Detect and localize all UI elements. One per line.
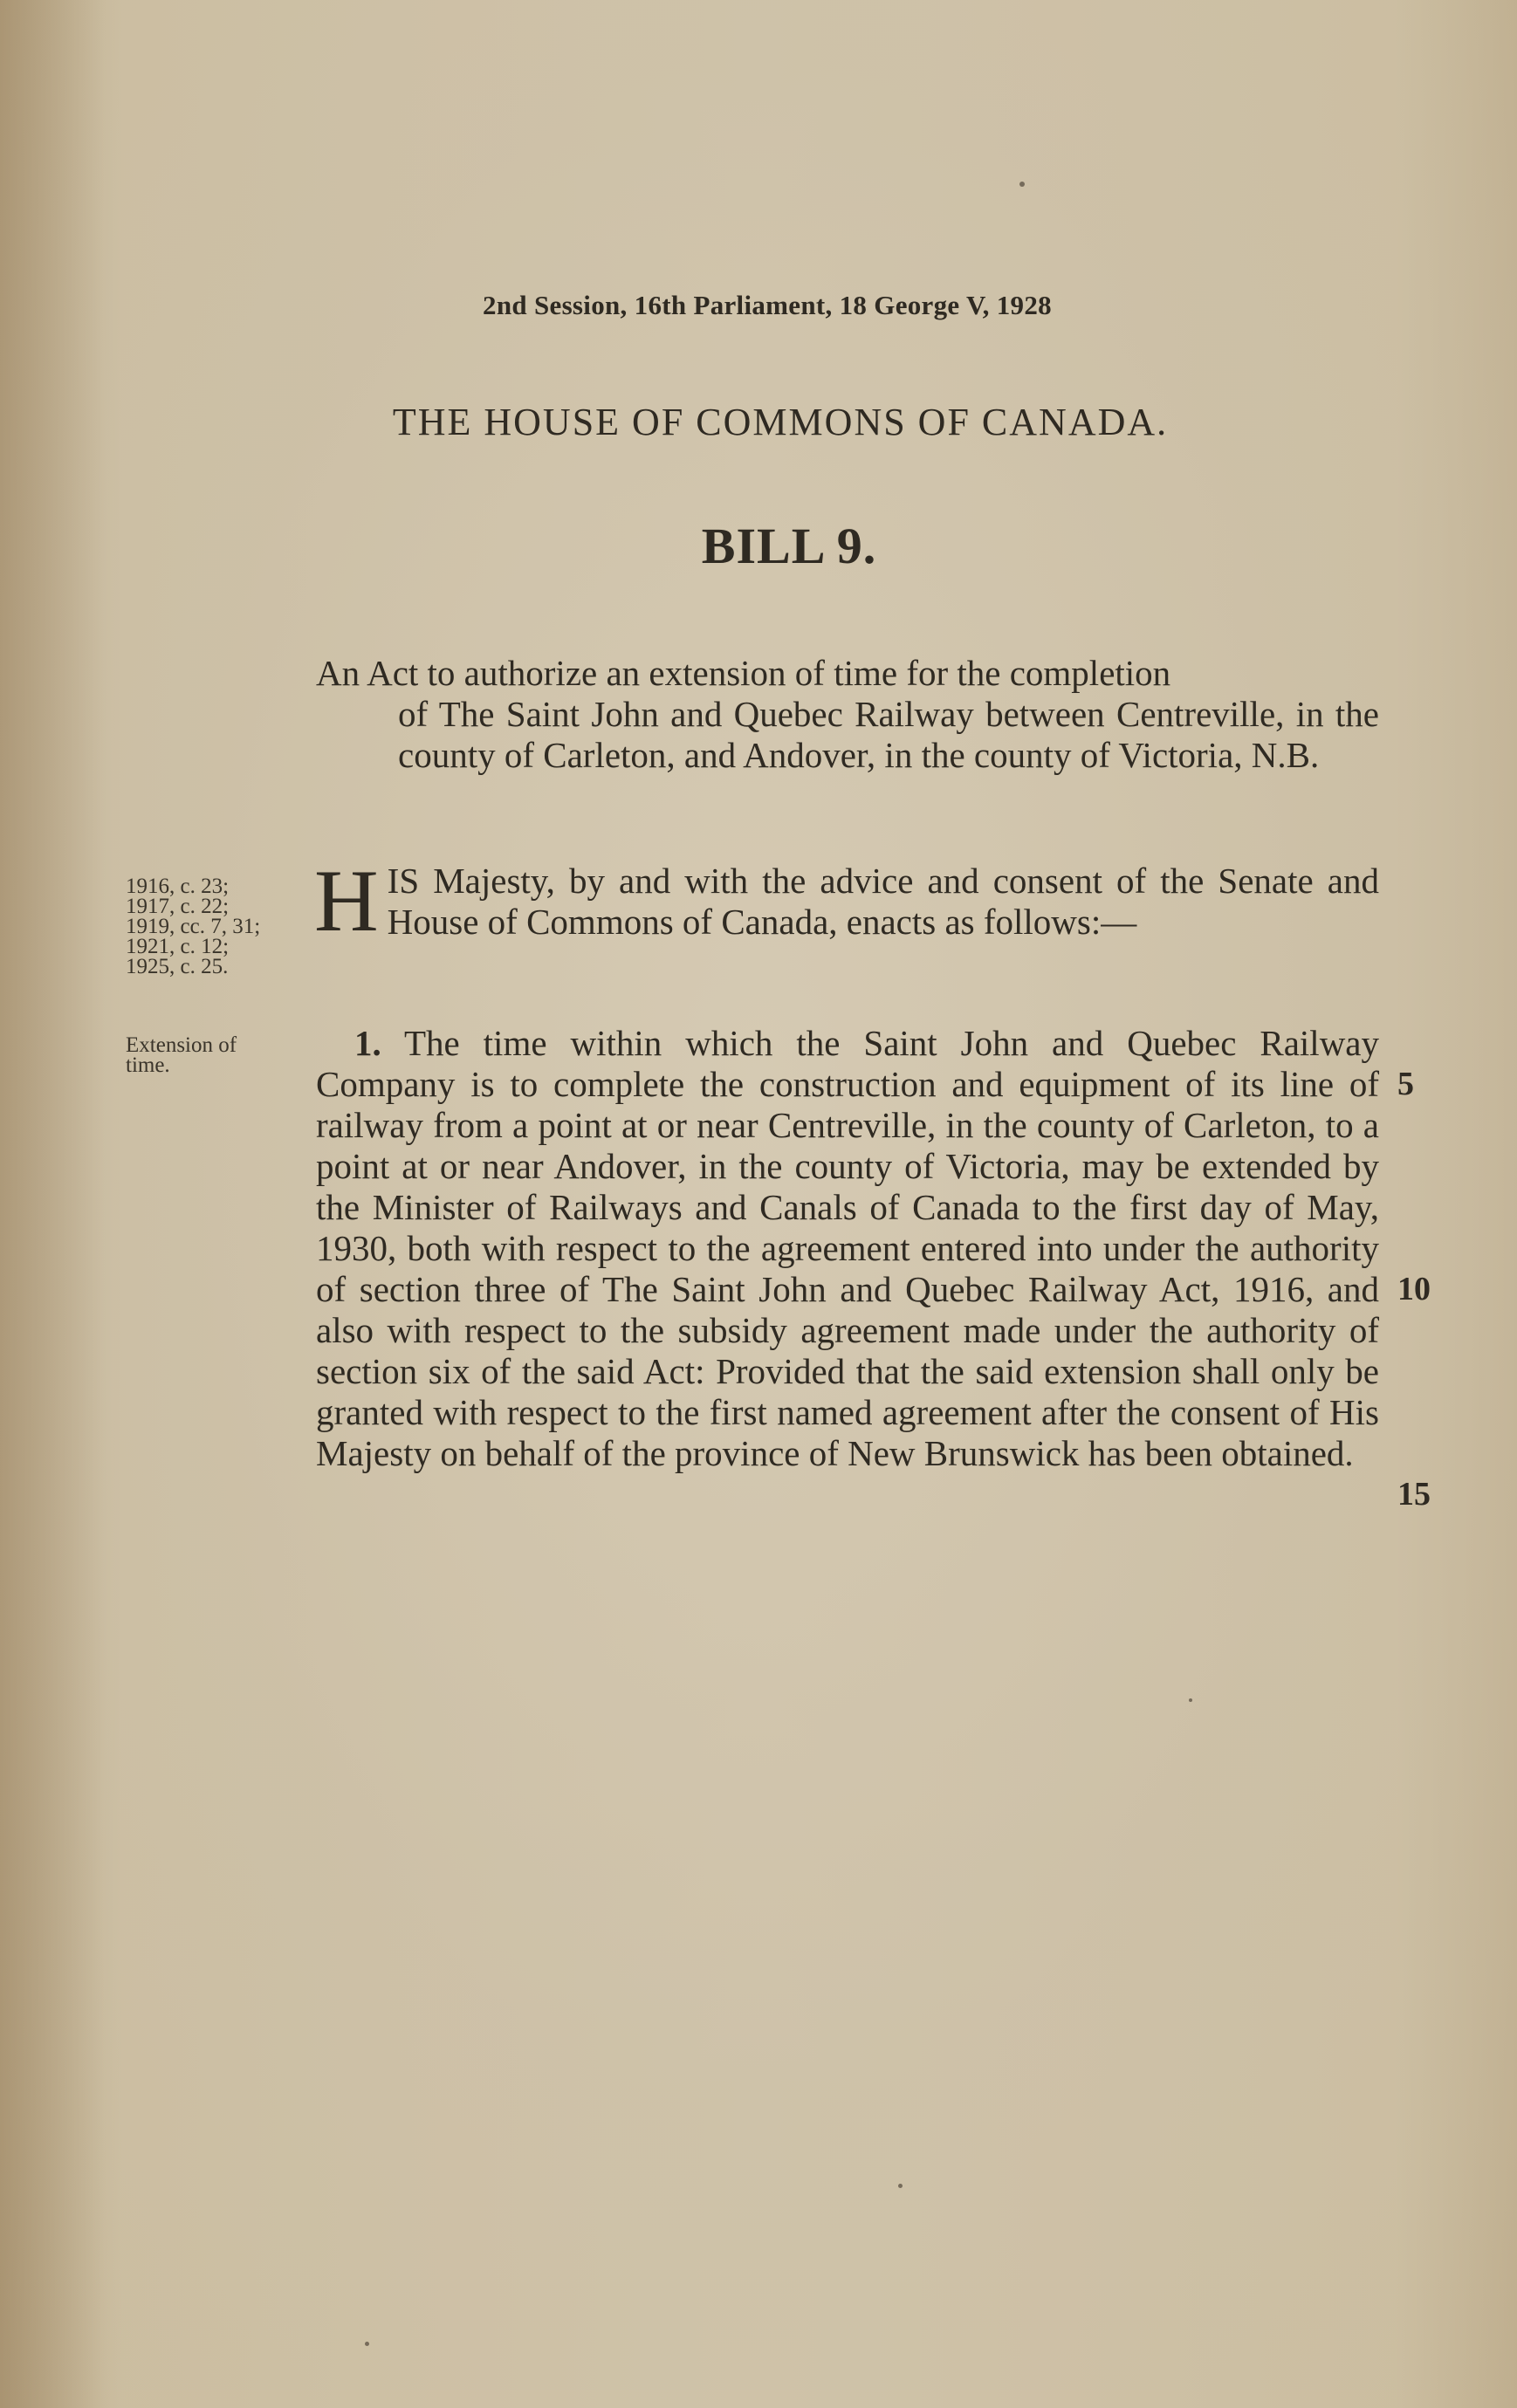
- line-number-10: 10: [1397, 1271, 1431, 1307]
- citation-1919: 1919, cc. 7, 31;: [126, 915, 261, 938]
- line-number-15: 15: [1397, 1476, 1431, 1513]
- paper-speck: [1189, 1698, 1192, 1702]
- bill-long-title: [316, 653, 1379, 776]
- citation-1925: 1925, c. 25.: [126, 955, 229, 978]
- bill-number: BILL 9.: [701, 518, 877, 574]
- page-edge-shadow: [0, 0, 105, 2408]
- enacting-clause: [314, 852, 1379, 950]
- title-first-line: An Act to authorize an extension of time for the completion: [316, 653, 1171, 693]
- margin-note-line-1: Extension of: [126, 1033, 237, 1057]
- drop-cap-letter: H: [314, 852, 379, 950]
- citation-1921: 1921, c. 12;: [126, 935, 230, 958]
- paper-speck: [1019, 182, 1025, 187]
- paper-speck: [898, 2184, 903, 2188]
- title-continuation: of The Saint John and Quebec Railway between Centreville, in the county of Carleton, and Andover, in the county of Victoria, N.B.: [398, 694, 1379, 775]
- margin-note-line-2: time.: [126, 1053, 170, 1077]
- line-number-5: 5: [1397, 1066, 1414, 1102]
- statute-citations: [126, 876, 260, 977]
- section-1: [316, 1023, 1379, 1474]
- section-1-text: The time within which the Saint John and Quebec Railway Company is to complete the construction and equipment of its line of railway from a point at or near Centreville, in the county of Carleton, to a point at or near Andover, in the county of Victoria, may be extended by the Minister of Railways and Canals of Canada to the first day of May, 1930, both with respect to the agreement entered into under the authority of section three of The Saint John and Quebec Railway Act, 1916, and also with respect to the subsidy agreement made under the authority of section six of the said Act: Provided that the said extension shall only be granted with respect to the first named agreement after the consent of His Majesty on behalf of the province of New Brunswick has been obtained.: [316, 1023, 1379, 1473]
- extension-margin-note: [126, 1035, 237, 1075]
- enacting-text: IS Majesty, by and with the advice and consent of the Senate and House of Commons of Canada, enacts as follows:—: [387, 861, 1379, 942]
- paper-speck: [365, 2342, 369, 2346]
- citation-1917: 1917, c. 22;: [126, 895, 230, 918]
- citation-1916: 1916, c. 23;: [126, 875, 230, 898]
- section-number: 1.: [354, 1023, 381, 1063]
- session-heading: 2nd Session, 16th Parliament, 18 George V, 1928: [483, 290, 1052, 320]
- house-heading: THE HOUSE OF COMMONS OF CANADA.: [392, 401, 1169, 443]
